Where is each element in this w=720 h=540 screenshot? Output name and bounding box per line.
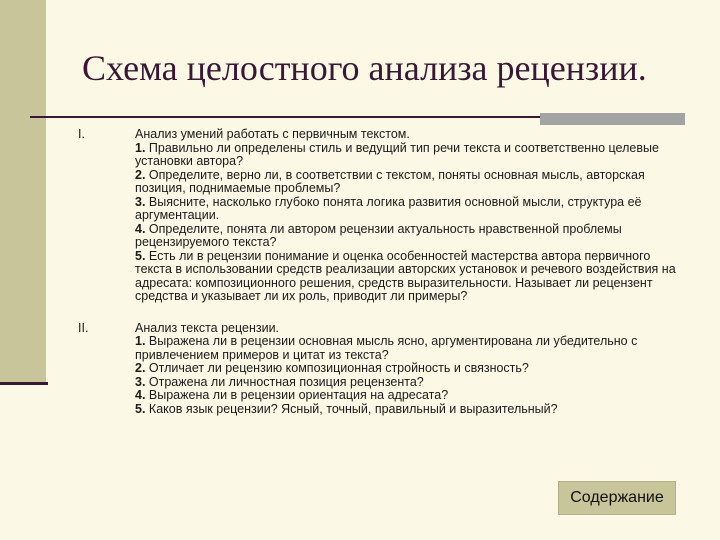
question-item: 1. Правильно ли определены стиль и ведущий тип речи текста и соответственно целевые установки автора?	[135, 140, 659, 168]
slide-title: Схема целостного анализа рецензии.	[82, 48, 647, 88]
section-heading: Анализ текста рецензии.	[135, 320, 280, 335]
section-numeral: II.	[78, 320, 89, 335]
analysis-content	[78, 128, 688, 416]
section-review-text	[78, 322, 688, 417]
question-item: 4. Определите, понята ли автором рецензии актуальность нравственной проблемы рецензируемого текста?	[135, 221, 622, 249]
left-decor-bar	[0, 0, 46, 382]
section-heading: Анализ умений работать с первичным текстом.	[135, 127, 410, 141]
question-item: 4. Выражена ли в рецензии ориентация на адресата?	[135, 388, 449, 402]
section-primary-text	[78, 128, 688, 304]
question-item: 1. Выражена ли в рецензии основная мысль ясно, аргументирована ли убедительно с привлечением примеров и цитат из текста?	[135, 334, 638, 362]
contents-button[interactable]: Содержание	[558, 481, 676, 515]
question-item: 2. Отличает ли рецензию композиционная стройность и связность?	[135, 361, 529, 375]
question-item: 5. Есть ли в рецензии понимание и оценка особенностей мастерства автора первичного текста в использовании средств реализации авторских установок и речевого воздействия на адресата: композиционного решения, средств выразительности. Называет ли рецензент средства и указывает ли их роль, приводит ли примеры?	[135, 248, 676, 303]
question-item: 3. Выясните, насколько глубоко понята логика развития основной мысли, структура её аргументации.	[135, 194, 642, 222]
left-decor-line	[0, 382, 48, 385]
question-item: 3. Отражена ли личностная позиция рецензента?	[135, 374, 424, 389]
question-item: 5. Каков язык рецензии? Ясный, точный, правильный и выразительный?	[135, 401, 558, 416]
section-numeral: I.	[78, 127, 85, 141]
title-accent-bar	[540, 113, 685, 125]
question-item: 2. Определите, верно ли, в соответствии с текстом, поняты основная мысль, авторская позиция, поднимаемые проблемы?	[135, 167, 645, 195]
